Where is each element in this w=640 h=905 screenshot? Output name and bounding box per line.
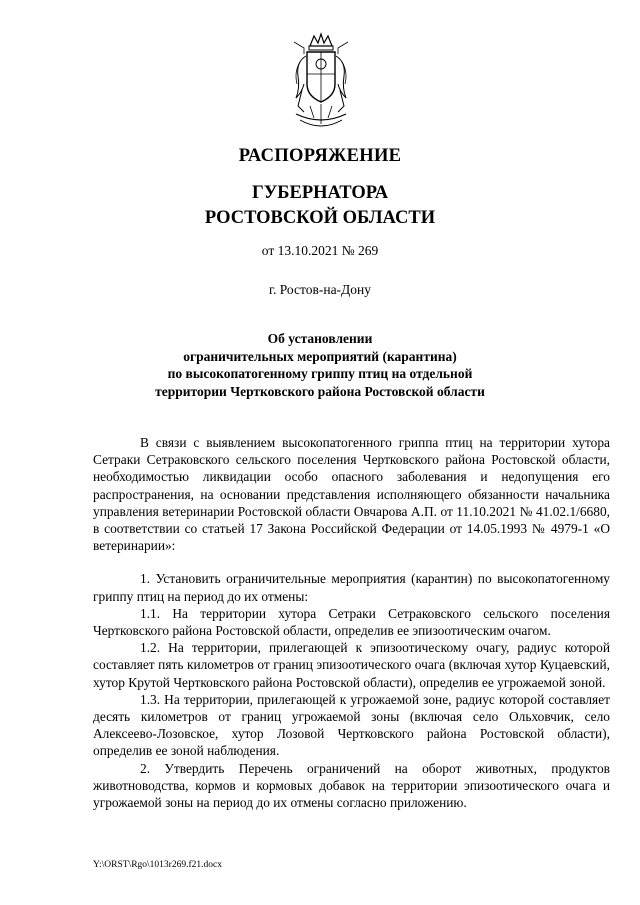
paragraph-2: 2. Утвердить Перечень ограничений на оборот животных, продуктов животноводства, кормов и кормовых добавок на территории эпизоотического очага и угрожаемой зоны на период до их отмены согласно приложению. (93, 760, 610, 811)
topic-heading (0, 330, 640, 400)
issuer-block (0, 181, 640, 231)
topic-line-3: по высокопатогенному гриппу птиц на отдельной (167, 366, 473, 381)
paragraph-1-3: 1.3. На территории, прилегающей к угрожаемой зоне, радиус которой составляет десять километров от границ угрожаемой зоны (включая село Ольховчик, село Алексеево-Лозовское, хутор Лозовой Чертковского района Ростовской области), определив ее зоной наблюдения. (93, 691, 610, 759)
preamble-paragraph: В связи с выявлением высокопатогенного гриппа птиц на территории хутора Сетраки Сетраковского сельского поселения Чертковского района Ростовской области, необходимостью ликвидации особо опасного заболевания и недопущения его распространения, на основании представления исполняющего обязанности начальника управления ветеринарии Ростовской области Овчарова А.П. от 11.10.2021 № 41.02.1/6680, в соответствии со статьей 17 Закона Российской Федерации от 14.05.1993 № 4979-1 «О ветеринарии»: (93, 435, 610, 554)
file-path-footer: Y:\ORST\Rgo\1013r269.f21.docx (93, 860, 222, 870)
topic-line-4: территории Чертковского района Ростовской области (155, 383, 485, 399)
paragraph-1-2: 1.2. На территории, прилегающей к эпизоотическому очагу, радиус которой составляет пять километров от границ эпизоотического очага (включая хутор Куцаевский, хутор Крутой Чертковского района Ростовской области), определив ее угрожаемой зоной. (93, 640, 610, 690)
paragraph-1-1: 1.1. На территории хутора Сетраки Сетраковского сельского поселения Чертковского района Ростовской области, определив ее эпизоотическим очагом. (93, 605, 610, 639)
document-body (93, 434, 610, 811)
date-number: от 13.10.2021 № 269 (261, 243, 379, 258)
paragraph-1: 1. Установить ограничительные мероприятия (карантин) по высокопатогенному гриппу птиц на период до их отмены: (93, 571, 610, 604)
city: г. Ростов-на-Дону (268, 282, 371, 297)
issuer-line-2: РОСТОВСКОЙ ОБЛАСТИ (204, 208, 436, 228)
topic-line-1: Об установлении (267, 331, 373, 346)
topic-line-2: ограничительных мероприятий (карантина) (183, 348, 457, 364)
issuer-line-1: ГУБЕРНАТОРА (251, 183, 389, 203)
document-title: РАСПОРЯЖЕНИЕ (238, 146, 402, 166)
coat-of-arms-icon (290, 32, 352, 136)
